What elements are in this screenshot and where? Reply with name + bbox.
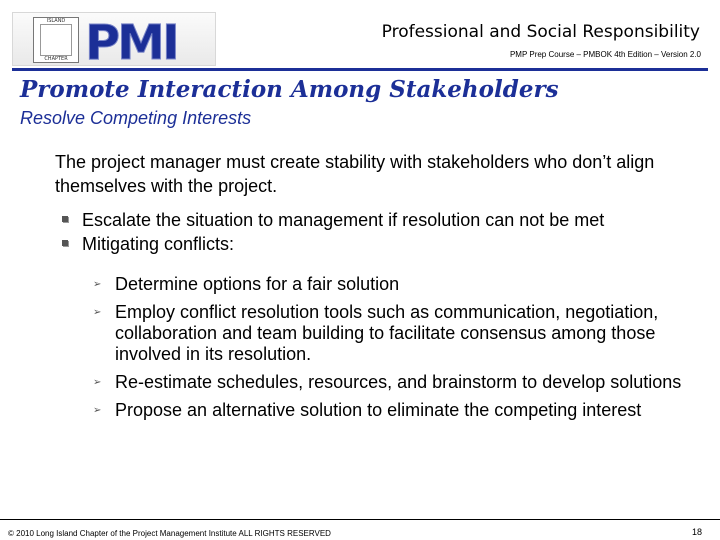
footer-divider: [0, 519, 720, 520]
sub-list-item: [90, 274, 690, 295]
list-item: [58, 208, 708, 232]
arrow-bullet-icon: ➢: [93, 307, 102, 318]
sub-list-item-text: Employ conflict resolution tools such as communication, negotiation, collaboration and team building to facilitate consensus among those involved in its resolution.: [115, 302, 659, 364]
seal-text-top: ISLAND: [46, 18, 66, 24]
arrow-bullet-icon: ➢: [93, 405, 102, 416]
slide-subtitle: Resolve Competing Interests: [20, 108, 252, 128]
sub-list-item-text: Determine options for a fair solution: [115, 274, 400, 294]
seal-text-bottom: CHAPTER: [44, 56, 68, 62]
seal-emblem-icon: [40, 24, 72, 56]
list-item: [58, 232, 708, 256]
header-subtitle: PMP Prep Course – PMBOK 4th Edition – Version 2.0: [509, 50, 701, 59]
header-title: Professional and Social Responsibility: [381, 22, 700, 42]
header-divider: [12, 68, 708, 71]
sub-list-item: [90, 302, 690, 365]
square-bullet-icon: [62, 216, 68, 222]
sub-list-item: [90, 372, 690, 393]
bullet-list: [58, 208, 708, 256]
pmi-logo: [83, 15, 213, 65]
pmi-logo-text: PMI: [85, 15, 177, 65]
sub-list-item-text: Re-estimate schedules, resources, and brainstorm to develop solutions: [115, 372, 682, 392]
arrow-bullet-icon: ➢: [93, 279, 102, 290]
page-number: 18: [691, 527, 702, 537]
slide-title: Promote Interaction Among Stakeholders: [20, 76, 559, 103]
square-bullet-icon: [62, 240, 68, 246]
header-logo: [12, 12, 216, 66]
list-item-text: Escalate the situation to management if resolution can not be met: [82, 210, 605, 230]
footer-copyright: © 2010 Long Island Chapter of the Project Management Institute ALL RIGHTS RESERVED: [8, 529, 331, 538]
sub-list-item: [90, 400, 690, 421]
chapter-seal: [33, 17, 79, 63]
list-item-text: Mitigating conflicts:: [82, 234, 235, 254]
intro-paragraph: The project manager must create stability with stakeholders who don’t align themselves with the project.: [55, 152, 655, 196]
sub-list-item-text: Propose an alternative solution to eliminate the competing interest: [115, 400, 642, 420]
sub-bullet-list: [90, 274, 690, 428]
arrow-bullet-icon: ➢: [93, 377, 102, 388]
